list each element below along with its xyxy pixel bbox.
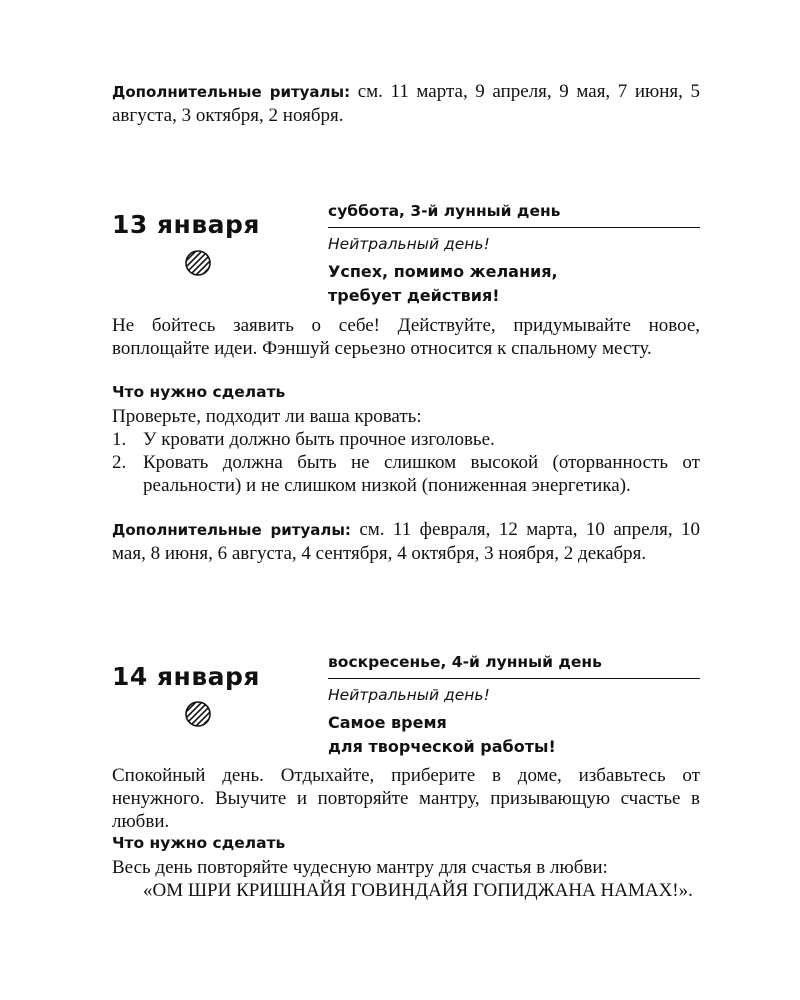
top-rituals	[112, 80, 700, 127]
list-number: 1.	[112, 429, 127, 450]
todo-heading: Что нужно сделать	[112, 383, 286, 401]
moon-phase-icon	[183, 248, 213, 278]
day-type: Нейтральный день!	[328, 235, 490, 253]
day-meta	[328, 201, 700, 308]
todo-body	[112, 856, 700, 902]
day-rituals	[112, 518, 700, 565]
day-intro: Спокойный день. Отдыхайте, приберите в доме, избавьтесь от ненужного. Выучите и повторяйте мантру, призывающую счастье в любви.	[112, 765, 700, 832]
mantra-text: «ОМ ШРИ КРИШНАЙЯ ГОВИНДАЙЯ ГОПИДЖАНА НАМАХ!».	[143, 880, 693, 901]
day-motto	[328, 711, 700, 759]
moon-phase-icon	[183, 699, 213, 729]
rituals-label: Дополнительные ритуалы:	[112, 83, 351, 101]
todo-heading: Что нужно сделать	[112, 834, 286, 852]
rituals-text: см. 11 марта, 9 апреля, 9 мая, 7 июня, 5 августа, 3 октября, 2 ноября.	[112, 81, 701, 126]
rituals-text: см. 11 февраля, 12 марта, 10 апреля, 10 мая, 8 июня, 6 августа, 4 сентября, 4 октября, 3 ноября, 2 декабря.	[112, 519, 700, 564]
list-item	[112, 428, 700, 451]
weekday-line: суббота, 3-й лунный день	[328, 201, 700, 228]
todo-lead: Проверьте, подходит ли ваша кровать:	[112, 406, 422, 427]
list-number: 2.	[112, 452, 127, 473]
day-intro: Не бойтесь заявить о себе! Действуйте, придумывайте новое, воплощайте идеи. Фэншуй серьезно относится к спальному месту.	[112, 315, 700, 359]
motto-line: Успех, помимо желания,	[328, 262, 558, 281]
motto-line: для творческой работы!	[328, 737, 556, 756]
motto-line: требует действия!	[328, 286, 500, 305]
rituals-label: Дополнительные ритуалы:	[112, 521, 351, 539]
day-type: Нейтральный день!	[328, 686, 490, 704]
list-item	[112, 451, 700, 497]
todo-list	[112, 428, 700, 497]
day-meta	[328, 652, 700, 759]
weekday-line: воскресенье, 4-й лунный день	[328, 652, 700, 679]
day-motto	[328, 260, 700, 308]
todo-lead: Весь день повторяйте чудесную мантру для счастья в любви:	[112, 857, 608, 878]
list-text: Кровать должна быть не слишком высокой (оторванность от реальности) и не слишком низкой (пониженная энергетика).	[143, 452, 700, 496]
todo-body	[112, 405, 700, 497]
list-text: У кровати должно быть прочное изголовье.	[143, 429, 495, 450]
date-heading: 14 января	[112, 662, 260, 691]
date-heading: 13 января	[112, 210, 260, 239]
motto-line: Самое время	[328, 713, 447, 732]
